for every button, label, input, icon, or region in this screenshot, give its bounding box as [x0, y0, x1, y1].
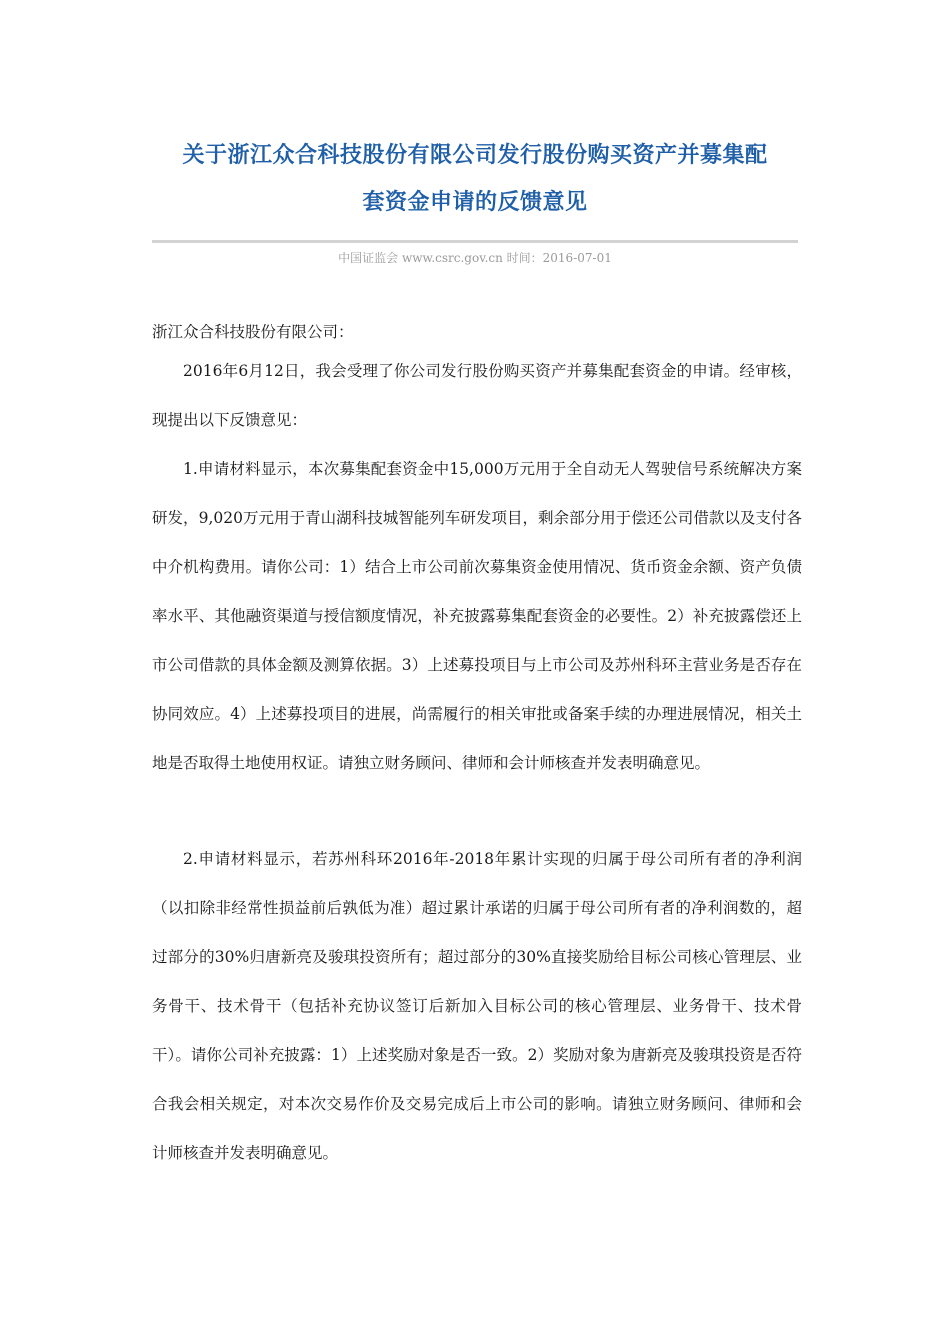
- title-divider: [152, 240, 798, 243]
- paragraph-item-1: 1.申请材料显示，本次募集配套资金中15,000万元用于全自动无人驾驶信号系统解决方案研发，9,020万元用于青山湖科技城智能列车研发项目，剩余部分用于偿还公司借款以及支付各中介机构费用。请你公司：1）结合上市公司前次募集资金使用情况、货币资金余额、资产负债率水平、其他融资渠道与授信额度情况，补充披露募集配套资金的必要性。2）补充披露偿还上市公司借款的具体金额及测算依据。3）上述募投项目与上市公司及苏州科环主营业务是否存在协同效应。4）上述募投项目的进展，尚需履行的相关审批或备案手续的办理进展情况，相关土地是否取得土地使用权证。请独立财务顾问、律师和会计师核查并发表明确意见。: [152, 460, 802, 772]
- page-title-line-2: 套资金申请的反馈意见: [362, 190, 588, 215]
- paragraph-item-2: 2.申请材料显示，若苏州科环2016年-2018年累计实现的归属于母公司所有者的净利润（以扣除非经常性损益前后孰低为准）超过累计承诺的归属于母公司所有者的净利润数的，超过部分的30%归唐新亮及骏琪投资所有；超过部分的30%直接奖励给目标公司核心管理层、业务骨干、技术骨干（包括补充协议签订后新加入目标公司的核心管理层、业务骨干、技术骨干）。请你公司补充披露：1）上述奖励对象是否一致。2）奖励对象为唐新亮及骏琪投资是否符合我会相关规定，对本次交易作价及交易完成后上市公司的影响。请独立财务顾问、律师和会计师核查并发表明确意见。: [152, 850, 802, 1162]
- page-title-line-1: 关于浙江众合科技股份有限公司发行股份购买资产并募集配: [182, 143, 768, 168]
- salutation: 浙江众合科技股份有限公司：: [152, 323, 354, 341]
- source-meta: 中国证监会 www.csrc.gov.cn 时间：2016-07-01: [338, 251, 612, 265]
- paragraph-intro: 2016年6月12日，我会受理了你公司发行股份购买资产并募集配套资金的申请。经审核，现提出以下反馈意见：: [152, 362, 802, 429]
